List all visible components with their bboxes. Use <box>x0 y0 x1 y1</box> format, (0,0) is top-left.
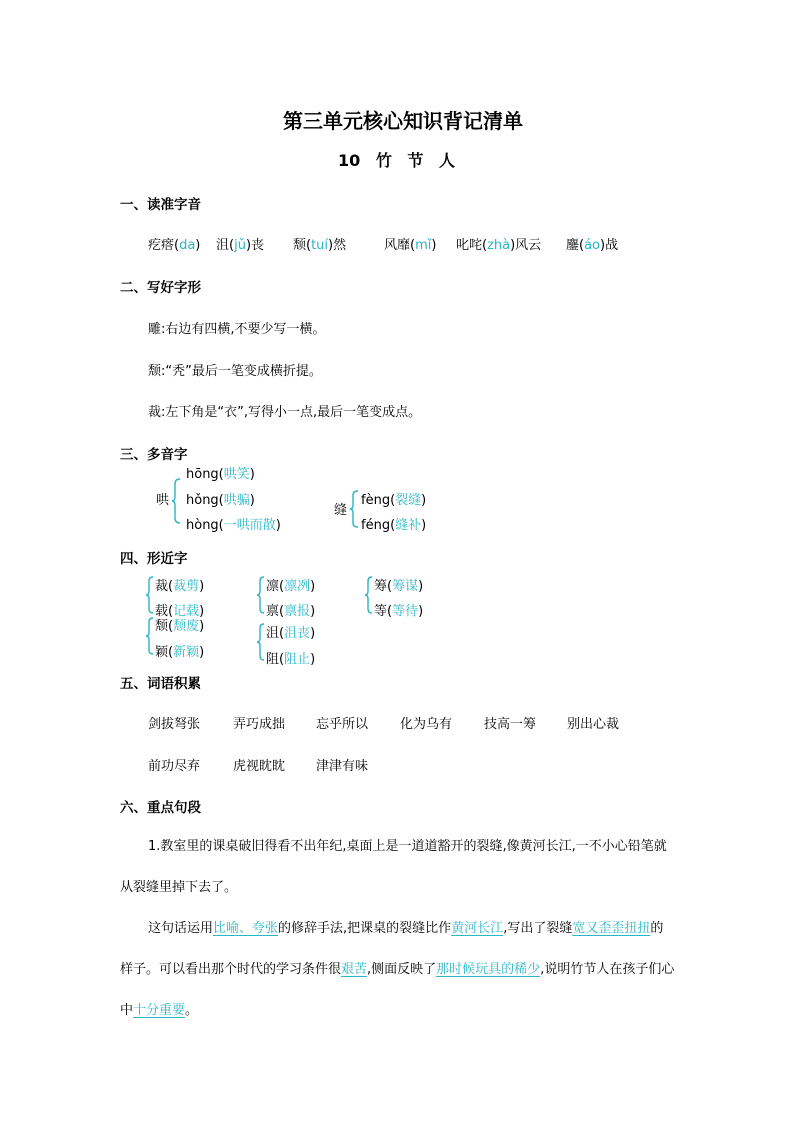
similar-char: 沮(沮丧) <box>266 626 316 641</box>
reading-item: féng(缝补) <box>361 518 427 533</box>
idiom: 化为乌有 <box>400 717 453 732</box>
idiom: 虎视眈眈 <box>233 759 286 774</box>
brace-icon <box>257 623 265 661</box>
pron-item: 疙瘩(da) <box>148 238 201 253</box>
brace-icon <box>172 478 182 524</box>
brace-icon <box>365 576 373 614</box>
brace-icon <box>257 576 265 614</box>
idiom: 技高一筹 <box>484 717 537 732</box>
polyphone-char: 哄 <box>156 493 170 508</box>
brace-icon <box>350 490 360 528</box>
glyph-note: 雕:右边有四横,不要少写一横。 <box>148 322 326 337</box>
lesson-title: 10 竹 节 人 <box>338 151 455 170</box>
analysis-paragraph: 这句话运用比喻、夸张的修辞手法,把课桌的裂缝比作黄河长江,写出了裂缝宽又歪歪扭扭的样子。可以看出那个时代的学习条件很艰苦,侧面反映了那时候玩具的稀少,说明竹节人在孩子们心中十分重要。 <box>120 921 675 1018</box>
reading-item: hòng(一哄而散) <box>186 518 281 533</box>
key-sentence: 1.教室里的课桌破旧得看不出年纪,桌面上是一道道豁开的裂缝,像黄河长江,一不小心铅笔就从裂缝里掉下去了。 <box>120 839 667 895</box>
reading-item: hōng(哄笑) <box>186 467 255 482</box>
similar-char: 裁(裁剪) <box>155 579 205 594</box>
pron-item: 颓(tuí)然 <box>293 238 347 253</box>
pronunciation-row <box>148 234 200 253</box>
section-heading-1: 一、读准字音 <box>120 197 201 213</box>
similar-char: 颓(颓废) <box>155 619 205 634</box>
similar-char: 筹(筹谋) <box>374 579 424 594</box>
pron-item: 鏖(áo)战 <box>566 238 619 253</box>
pron-item: 叱咤(zhà)风云 <box>456 238 542 253</box>
similar-char: 载(记载) <box>155 604 205 619</box>
similar-char: 颖(新颖) <box>155 645 205 660</box>
idiom: 津津有味 <box>316 759 369 774</box>
idiom: 忘乎所以 <box>316 717 369 732</box>
page-title: 第三单元核心知识背记清单 <box>283 109 523 133</box>
idiom: 弄巧成拙 <box>233 717 286 732</box>
idiom: 前功尽弃 <box>148 759 201 774</box>
pron-item: 风靡(mǐ) <box>384 238 437 253</box>
section-heading-3: 三、多音字 <box>120 447 188 463</box>
reading-item: hǒng(哄骗) <box>186 493 255 508</box>
brace-icon <box>146 576 154 614</box>
similar-char: 等(等待) <box>374 604 424 619</box>
similar-char: 凛(凛冽) <box>266 579 316 594</box>
glyph-note: 裁:左下角是“衣”,写得小一点,最后一笔变成点。 <box>148 405 422 420</box>
section-heading-2: 二、写好字形 <box>120 280 201 296</box>
idiom: 剑拔弩张 <box>148 717 201 732</box>
similar-char: 阻(阻止) <box>266 652 316 667</box>
pron-item: 沮(jǔ)丧 <box>216 238 265 253</box>
section-heading-5: 五、词语积累 <box>120 676 201 692</box>
brace-icon <box>146 617 154 655</box>
polyphone-char: 缝 <box>334 503 348 518</box>
reading-item: fèng(裂缝) <box>361 493 427 508</box>
glyph-note: 颓:“秃”最后一笔变成横折提。 <box>148 364 322 379</box>
section-heading-6: 六、重点句段 <box>120 800 201 816</box>
section-heading-4: 四、形近字 <box>120 551 188 567</box>
similar-char: 禀(禀报) <box>266 604 316 619</box>
idiom: 别出心裁 <box>567 717 620 732</box>
